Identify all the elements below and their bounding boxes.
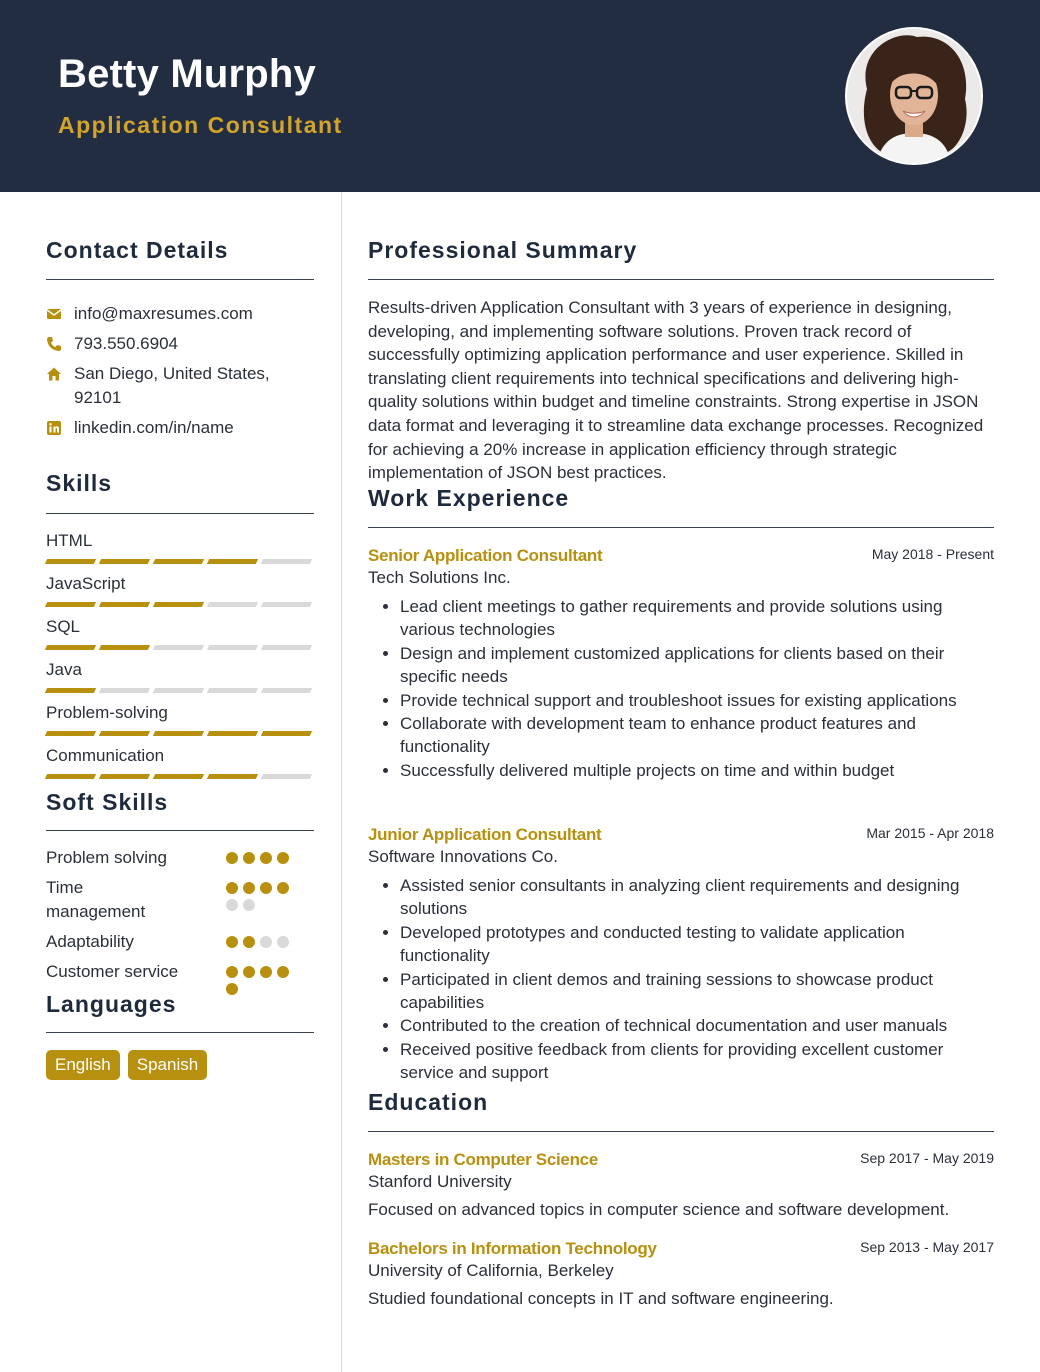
job-bullet: • Developed prototypes and conducted testing to validate application functionality: [400, 921, 994, 968]
skill-level-segment: [99, 559, 150, 564]
skill-level-segment: [45, 559, 96, 564]
job-entry: [368, 825, 994, 1085]
soft-skill-item: [46, 876, 314, 924]
rating-dot: [226, 983, 238, 995]
education-desc: Studied foundational concepts in IT and software engineering.: [368, 1289, 834, 1308]
summary-rule: [368, 279, 994, 280]
job-dates: May 2018 - Present: [871, 546, 994, 562]
skill-label: HTML: [46, 531, 93, 550]
skill-level-segment: [45, 731, 96, 736]
experience-rule: [368, 527, 994, 528]
skill-level-segment: [99, 731, 150, 736]
skill-item: [46, 530, 314, 573]
soft-skills-list: [46, 846, 314, 990]
skill-level-segment: [207, 602, 258, 607]
skill-level-segment: [153, 602, 204, 607]
skill-level-segment: [153, 731, 204, 736]
education-entry: [368, 1239, 994, 1309]
skill-level-segment: [207, 645, 258, 650]
skill-level-segment: [99, 774, 150, 779]
skill-level-bar: [46, 559, 311, 564]
language-tag: Spanish: [128, 1050, 207, 1080]
summary-heading: Professional Summary: [368, 237, 638, 263]
skill-level-segment: [153, 688, 204, 693]
rating-dot: [277, 966, 289, 978]
linkedin-icon: [46, 420, 62, 436]
skill-level-segment: [99, 602, 150, 607]
skill-level-bar: [46, 602, 311, 607]
skill-level-segment: [45, 774, 96, 779]
job-dates: Mar 2015 - Apr 2018: [866, 825, 994, 841]
experience-heading: Work Experience: [368, 485, 570, 511]
skill-level-segment: [45, 688, 96, 693]
candidate-name: Betty Murphy: [58, 52, 316, 96]
skill-level-segment: [261, 645, 312, 650]
phone-icon: [46, 336, 62, 352]
skill-level-segment: [261, 731, 312, 736]
resume-header: [0, 0, 1040, 192]
rating-dot: [260, 852, 272, 864]
job-bullet: • Collaborate with development team to enhance product features and functionality: [400, 712, 994, 759]
skill-level-segment: [153, 645, 204, 650]
skill-level-bar: [46, 645, 311, 650]
summary-text: Results-driven Application Consultant with 3 years of experience in designing, developing, and implementing software solutions. Proven track record of successfully optimizing application performance and user experience. Skilled in translating client requirements into technical specifications and delivering high-quality solutions within budget and timeline constraints. Strong expertise in JSON data format and leveraging it to streamline data exchange processes. Recognized for achieving a 20% increase in application efficiency through strategic implementation of JSON best practices.: [368, 298, 984, 483]
skill-label: Communication: [46, 746, 165, 765]
address-text: San Diego, United States, 92101: [74, 364, 270, 407]
soft-skill-item: [46, 930, 314, 954]
contact-phone[interactable]: [46, 332, 314, 356]
job-company: Tech Solutions Inc.: [368, 568, 511, 587]
school-name: Stanford University: [368, 1172, 512, 1191]
rating-dot: [243, 852, 255, 864]
contact-linkedin[interactable]: [46, 416, 314, 440]
job-bullet: • Lead client meetings to gather requirements and provide solutions using various technologies: [400, 595, 994, 642]
job-bullet: • Successfully delivered multiple projects on time and within budget: [400, 759, 994, 782]
skill-level-segment: [207, 559, 258, 564]
skills-heading: Skills: [46, 470, 113, 496]
soft-skill-label: Problem solving: [46, 848, 167, 867]
envelope-icon: [46, 306, 62, 322]
skill-level-segment: [261, 559, 312, 564]
rating-dot: [260, 882, 272, 894]
skill-label: Java: [46, 660, 82, 679]
job-bullets: [368, 874, 994, 1085]
job-entry: [368, 546, 994, 782]
job-bullet: • Design and implement customized applications for clients based on their specific needs: [400, 642, 994, 689]
soft-skill-label: Customer service: [46, 962, 179, 981]
rating-dot: [277, 936, 289, 948]
rating-dot: [243, 899, 255, 911]
rating-dot: [260, 936, 272, 948]
soft-skill-label: Time management: [46, 878, 146, 921]
email-text: info@maxresumes.com: [74, 304, 253, 323]
contact-email[interactable]: [46, 302, 314, 326]
education-heading: Education: [368, 1089, 489, 1115]
education-desc: Focused on advanced topics in computer science and software development.: [368, 1200, 950, 1219]
skill-label: JavaScript: [46, 574, 126, 593]
job-role: Junior Application Consultant: [368, 825, 602, 844]
skill-level-segment: [99, 645, 150, 650]
job-company: Software Innovations Co.: [368, 847, 558, 866]
phone-text: 793.550.6904: [74, 334, 178, 353]
degree-title: Masters in Computer Science: [368, 1150, 598, 1169]
rating-dot: [277, 882, 289, 894]
education-dates: Sep 2013 - May 2017: [860, 1239, 994, 1255]
job-title: Application Consultant: [58, 112, 343, 138]
linkedin-text: linkedin.com/in/name: [74, 418, 234, 437]
soft-skill-rating: [226, 966, 298, 995]
skill-level-segment: [207, 731, 258, 736]
rating-dot: [277, 852, 289, 864]
skill-item: [46, 659, 314, 702]
rating-dot: [260, 966, 272, 978]
contact-rule: [46, 279, 314, 280]
skill-item: [46, 745, 314, 788]
skill-level-segment: [153, 559, 204, 564]
degree-title: Bachelors in Information Technology: [368, 1239, 657, 1258]
soft-skill-rating: [226, 936, 298, 948]
contact-heading: Contact Details: [46, 237, 229, 263]
soft-skill-item: [46, 960, 314, 984]
job-bullet: • Contributed to the creation of technical documentation and user manuals: [400, 1014, 994, 1037]
skill-level-segment: [261, 688, 312, 693]
rating-dot: [243, 882, 255, 894]
education-entry: [368, 1150, 994, 1220]
skill-level-bar: [46, 731, 311, 736]
skill-level-bar: [46, 688, 311, 693]
skills-rule: [46, 513, 314, 514]
job-bullet: • Participated in client demos and training sessions to showcase product capabilities: [400, 968, 994, 1015]
skill-level-segment: [207, 688, 258, 693]
contact-address: [46, 362, 314, 410]
soft-skills-rule: [46, 830, 314, 831]
rating-dot: [243, 966, 255, 978]
soft-skill-item: [46, 846, 314, 870]
languages-heading: Languages: [46, 991, 177, 1017]
school-name: University of California, Berkeley: [368, 1261, 614, 1280]
column-divider: [341, 192, 342, 1372]
skill-level-segment: [207, 774, 258, 779]
rating-dot: [226, 899, 238, 911]
profile-photo: [845, 27, 983, 165]
rating-dot: [226, 882, 238, 894]
rating-dot: [226, 852, 238, 864]
soft-skill-rating: [226, 852, 298, 864]
job-bullet: • Provide technical support and troubleshoot issues for existing applications: [400, 689, 994, 712]
education-dates: Sep 2017 - May 2019: [860, 1150, 994, 1166]
soft-skill-rating: [226, 882, 298, 911]
languages-rule: [46, 1032, 314, 1033]
skill-item: [46, 616, 314, 659]
home-icon: [46, 366, 62, 382]
rating-dot: [243, 936, 255, 948]
job-bullets: [368, 595, 994, 782]
languages-list: [46, 1050, 207, 1080]
skill-item: [46, 573, 314, 616]
skill-level-segment: [45, 645, 96, 650]
soft-skill-label: Adaptability: [46, 932, 134, 951]
skill-level-segment: [261, 602, 312, 607]
skill-item: [46, 702, 314, 745]
rating-dot: [226, 936, 238, 948]
skill-level-segment: [153, 774, 204, 779]
skill-level-segment: [261, 774, 312, 779]
skill-level-segment: [99, 688, 150, 693]
skill-label: SQL: [46, 617, 81, 636]
contact-list: [46, 302, 314, 446]
soft-skills-heading: Soft Skills: [46, 789, 169, 815]
job-role: Senior Application Consultant: [368, 546, 603, 565]
job-bullet: • Received positive feedback from clients for providing excellent customer service and support: [400, 1038, 994, 1085]
job-bullet: • Assisted senior consultants in analyzing client requirements and designing solutions: [400, 874, 994, 921]
skill-level-bar: [46, 774, 311, 779]
rating-dot: [226, 966, 238, 978]
skill-level-segment: [45, 602, 96, 607]
skills-list: [46, 530, 314, 788]
skill-label: Problem-solving: [46, 703, 168, 722]
education-rule: [368, 1131, 994, 1132]
language-tag: English: [46, 1050, 120, 1080]
